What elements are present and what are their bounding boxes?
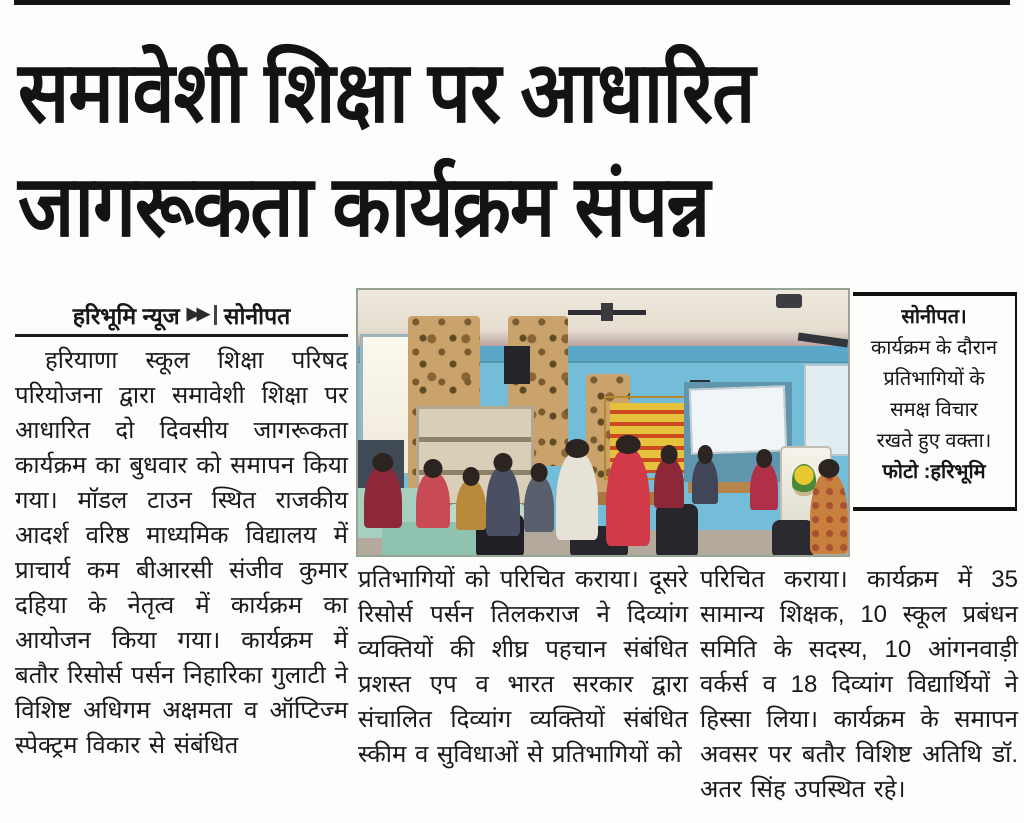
byline-agency: हरिभूमि न्यूज <box>72 303 180 329</box>
photo-attendee <box>416 472 450 528</box>
photo-chair <box>656 504 698 556</box>
article-column-1: हरियाणा स्कूल शिक्षा परिषद परियोजना द्वारा समावेशी शिक्षा पर आधारित दो दिवसीय जागरूकता कार्यक्रम का बुधवार को समापन किया गया। मॉडल टाउन स्थित राजकीय आदर्श वरिष्ठ माध्यमिक विद्यालय में प्राचार्य कम बीआरसी संजीव कुमार दहिया के नेतृत्व में कार्यक्रम का आयोजन किया गया। कार्यक्रम में बतौर रिसोर्स पर्सन निहारिका गुलाटी ने विशिष्ट अधिगम अक्षमता व ऑप्टिज्म स्पेक्ट्रम विकार से संबंधित <box>15 347 348 759</box>
photo-ceiling-fan <box>568 310 646 315</box>
headline <box>16 18 1011 268</box>
photo-caption-box <box>853 292 1017 511</box>
photo-chair <box>772 520 814 556</box>
photo-attendee <box>524 476 554 532</box>
byline <box>15 297 348 333</box>
byline-arrows-icon: ▶▶ <box>186 304 207 323</box>
photo-attendee <box>654 458 684 508</box>
caption-photo-credit: फोटो :हरिभूमि <box>882 461 986 483</box>
photo-projector-mount <box>776 294 802 308</box>
byline-divider <box>214 305 217 325</box>
photo-speaker <box>504 346 530 384</box>
photo-attendee <box>556 452 598 540</box>
caption-text-line: रखते हुए वक्ता। <box>876 430 992 452</box>
photo-attendee <box>810 472 848 554</box>
caption-text-line: समक्ष विचार <box>890 399 978 421</box>
photo-attendee <box>456 480 486 530</box>
photo-attendee <box>364 466 402 528</box>
photo-attendee <box>486 466 520 536</box>
photo-attendee <box>750 462 778 510</box>
article-column-3: परिचित कराया। कार्यक्रम में 35 सामान्य शिक्षक, 10 स्कूल प्रबंधन समिति के सदस्य, 10 आंगनवाड़ी वर्कर्स व 18 दिव्यांग विद्यार्थियों ने हिस्सा लिया। कार्यक्रम के समापन अवसर पर बतौर विशिष्ट अतिथि डॉ. अतर सिंह उपस्थित रहे। <box>700 566 1018 803</box>
caption-dateline: सोनीपत। <box>901 306 967 328</box>
byline-rule <box>15 334 348 337</box>
article-column-2: प्रतिभागियों को परिचित कराया। दूसरे रिसोर्स पर्सन तिलकराज ने दिव्यांग व्यक्तियों की शीघ्र पहचान संबंधित प्रशस्त एप व भारत सरकार द्वारा संचालित दिव्यांग व्यक्तियों संबंधित स्कीम व सुविधाओं से प्रतिभागियों को <box>358 566 688 768</box>
article-photo <box>356 288 850 557</box>
clipping-top-edge-bar <box>14 0 1010 5</box>
byline-location: सोनीपत <box>223 303 291 329</box>
photo-attendee <box>606 448 650 546</box>
caption-text-line: कार्यक्रम के दौरान <box>870 337 998 359</box>
headline-line-1: समावेशी शिक्षा पर आधारित <box>18 45 755 141</box>
photo-whiteboard <box>804 364 850 456</box>
caption-text-line: प्रतिभागियों के <box>883 368 985 390</box>
photo-attendee <box>692 458 718 504</box>
headline-line-2: जागरूकता कार्यक्रम संपन्न <box>18 159 710 255</box>
